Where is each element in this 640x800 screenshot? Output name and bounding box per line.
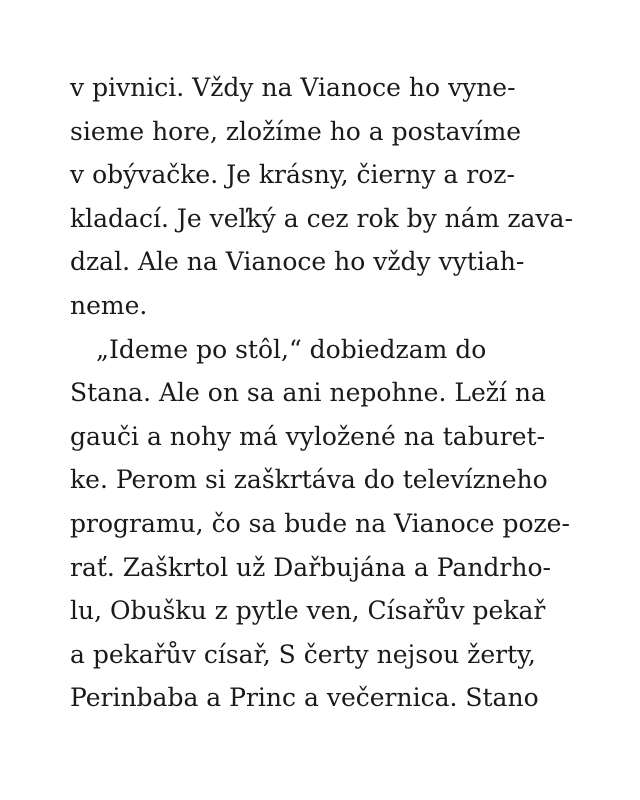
text-line: ke. Perom si zaškrtáva do televízneho: [70, 465, 548, 495]
text-line: sieme hore, zložíme ho a postavíme: [70, 116, 522, 146]
text-line: gauči a nohy má vyložené na taburet-: [70, 421, 546, 451]
text-line: programu, čo sa bude na Vianoce poze-: [70, 508, 570, 538]
text-line: v obývačke. Je krásny, čierny a roz-: [70, 160, 515, 190]
body-text: [70, 66, 590, 720]
text-line: v pivnici. Vždy na Vianoce ho vyne-: [70, 73, 516, 102]
text-line: kladací. Je veľký a cez rok by nám zava-: [70, 203, 573, 233]
text-line: lu, Obušku z pytle ven, Císařův pekař: [70, 596, 546, 626]
text-line: neme.: [70, 290, 148, 320]
text-line: a pekařův císař, S čerty nejsou žerty,: [70, 639, 536, 669]
text-line: rať. Zaškrtol už Dařbujána a Pandrho-: [70, 552, 551, 582]
paragraph-start-line: „Ideme po stôl,“ dobiedzam do: [96, 334, 487, 364]
text-line: dzal. Ale na Vianoce ho vždy vytiah-: [70, 247, 525, 277]
text-line: Perinbaba a Princ a večernica. Stano: [70, 683, 539, 713]
text-line: Stana. Ale on sa ani nepohne. Leží na: [70, 378, 546, 408]
